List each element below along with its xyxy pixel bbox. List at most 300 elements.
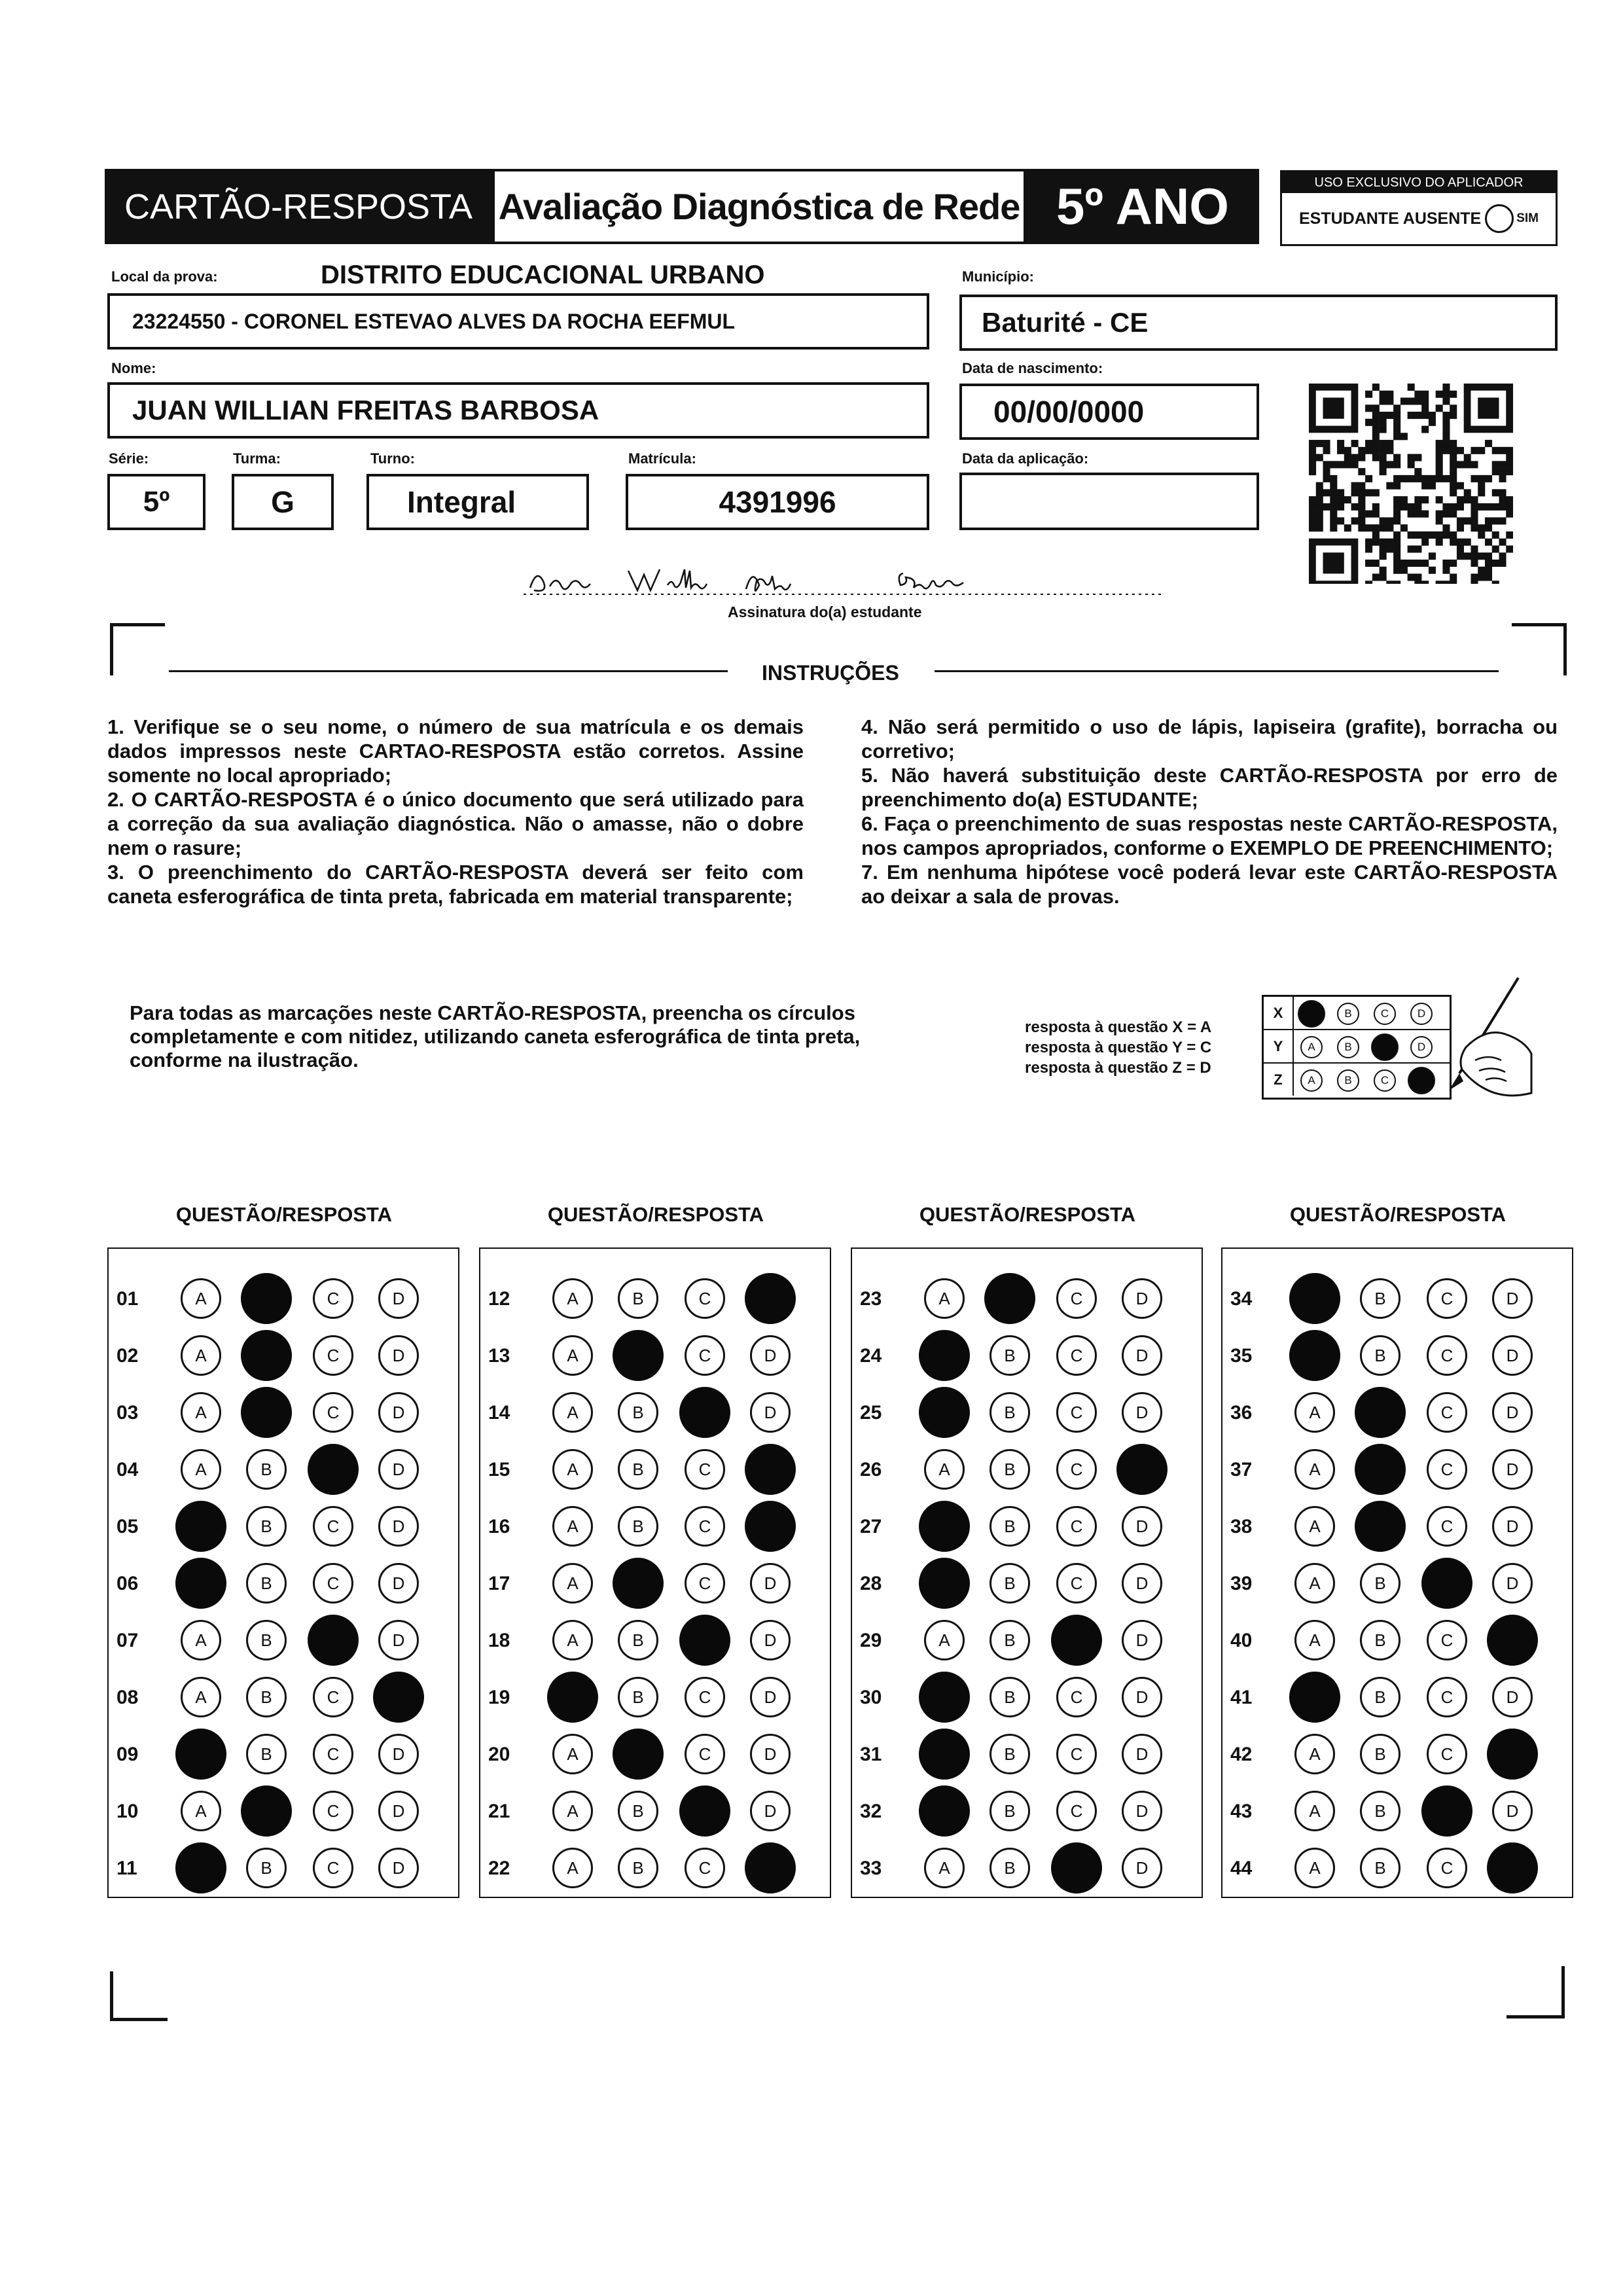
- nascimento-label: Data de nascimento:: [962, 360, 1103, 376]
- answer-bubble-d[interactable]: D: [378, 1563, 419, 1604]
- answer-bubble-a[interactable]: [919, 1729, 970, 1780]
- answer-bubble-d[interactable]: D: [1122, 1791, 1162, 1831]
- answer-bubble-c[interactable]: C: [685, 1506, 725, 1547]
- example-bubble-d: D: [1410, 1036, 1433, 1058]
- turno-value: Integral: [407, 485, 516, 519]
- answer-bubble-b[interactable]: B: [990, 1335, 1030, 1376]
- answer-row: [480, 1272, 830, 1329]
- aplicacao-label: Data da aplicação:: [962, 450, 1089, 467]
- answer-bubble-d[interactable]: [745, 1501, 796, 1552]
- instructions-left: 1. Verifique se o seu nome, o número de sua matrícula e os demais dados impressos neste CARTAO-RESPOSTA estão corretos. Assine somente no local apropriado; 2. O CARTÃO-RESPOSTA é o único documento que será utilizado para a correção da sua avaliação diagnóstica. Não o amasse, não o dobre nem o rasure; 3. O preenchimento do CARTÃO-RESPOSTA deverá ser feito com caneta esferográfica de tinta preta, fabricada em material transparente;: [107, 715, 804, 908]
- answer-bubble-a[interactable]: A: [1294, 1734, 1335, 1774]
- answer-bubble-a[interactable]: [919, 1387, 970, 1438]
- answer-bubble-a[interactable]: A: [1294, 1791, 1335, 1831]
- answer-bubble-b[interactable]: B: [246, 1620, 287, 1660]
- answers-panel: [1221, 1247, 1573, 1898]
- answer-bubble-c[interactable]: C: [685, 1335, 725, 1376]
- question-number: 27: [860, 1516, 882, 1537]
- answer-bubble-a[interactable]: A: [552, 1449, 593, 1490]
- applicator-box: [1280, 170, 1558, 246]
- answer-bubble-d[interactable]: D: [1122, 1335, 1162, 1376]
- answer-bubble-b[interactable]: B: [1360, 1335, 1400, 1376]
- school-value: 23224550 - CORONEL ESTEVAO ALVES DA ROCHA EEFMUL: [132, 309, 736, 333]
- answer-bubble-c[interactable]: [679, 1785, 730, 1837]
- answer-bubble-b[interactable]: B: [1360, 1848, 1400, 1888]
- example-bubble-b: B: [1337, 1069, 1359, 1092]
- answer-row: [1222, 1557, 1572, 1614]
- answer-bubble-c[interactable]: C: [685, 1278, 725, 1319]
- answer-row: [480, 1386, 830, 1443]
- question-number: 14: [488, 1402, 510, 1424]
- answer-bubble-d[interactable]: D: [1492, 1677, 1533, 1717]
- answer-row: [1222, 1443, 1572, 1500]
- answer-bubble-a[interactable]: A: [181, 1335, 221, 1376]
- answer-bubble-a[interactable]: [919, 1672, 970, 1723]
- answer-bubble-a[interactable]: A: [181, 1677, 221, 1717]
- answer-bubble-a[interactable]: A: [552, 1734, 593, 1774]
- answer-row: [480, 1785, 830, 1842]
- answer-bubble-c[interactable]: C: [313, 1734, 353, 1774]
- answer-bubble-a[interactable]: A: [552, 1791, 593, 1831]
- answer-row: [1222, 1500, 1572, 1557]
- question-number: 21: [488, 1801, 510, 1822]
- example-legend: [1025, 1017, 1211, 1078]
- answer-bubble-a[interactable]: [1289, 1672, 1340, 1723]
- header-subtitle-text: Avaliação Diagnóstica de Rede: [498, 186, 1020, 227]
- example-bubble-d: D: [1410, 1003, 1433, 1025]
- answer-bubble-a[interactable]: [919, 1785, 970, 1837]
- answer-bubble-b[interactable]: B: [618, 1278, 658, 1319]
- answer-bubble-d[interactable]: D: [1492, 1392, 1533, 1433]
- question-number: 29: [860, 1630, 882, 1651]
- question-number: 37: [1230, 1459, 1253, 1480]
- answer-bubble-d[interactable]: D: [1492, 1449, 1533, 1490]
- local-label: Local da prova:: [111, 268, 218, 285]
- answer-bubble-b[interactable]: B: [246, 1506, 287, 1547]
- answer-bubble-a[interactable]: A: [924, 1620, 965, 1660]
- answer-row: [852, 1500, 1202, 1557]
- question-number: 04: [116, 1459, 139, 1480]
- answer-bubble-b[interactable]: B: [618, 1392, 658, 1433]
- answer-bubble-c[interactable]: C: [313, 1677, 353, 1717]
- answer-row: [480, 1329, 830, 1386]
- question-number: 15: [488, 1459, 510, 1480]
- header-title-text: CARTÃO-RESPOSTA: [124, 187, 473, 226]
- answer-bubble-d[interactable]: D: [1492, 1563, 1533, 1604]
- answer-bubble-b[interactable]: B: [618, 1677, 658, 1717]
- answer-bubble-a[interactable]: [1289, 1330, 1340, 1381]
- answer-row: [1222, 1671, 1572, 1728]
- answer-bubble-b[interactable]: B: [1360, 1677, 1400, 1717]
- answer-bubble-c[interactable]: C: [1056, 1677, 1097, 1717]
- municipio-value: Baturité - CE: [982, 307, 1149, 338]
- answer-bubble-c[interactable]: C: [1056, 1278, 1097, 1319]
- answer-bubble-a[interactable]: A: [181, 1791, 221, 1831]
- answer-bubble-c[interactable]: C: [1427, 1620, 1467, 1660]
- example-bubble-a: [1298, 1000, 1325, 1028]
- answer-bubble-c[interactable]: C: [313, 1335, 353, 1376]
- answer-bubble-d[interactable]: D: [378, 1335, 419, 1376]
- answer-bubble-c[interactable]: C: [313, 1848, 353, 1888]
- question-number: 26: [860, 1459, 882, 1480]
- answer-bubble-b[interactable]: [1355, 1501, 1406, 1552]
- answer-bubble-a[interactable]: [1289, 1273, 1340, 1324]
- answer-row: [109, 1671, 458, 1728]
- answer-row: [852, 1443, 1202, 1500]
- answer-bubble-d[interactable]: D: [378, 1734, 419, 1774]
- answer-bubble-b[interactable]: [984, 1273, 1035, 1324]
- answer-bubble-c[interactable]: C: [1427, 1335, 1467, 1376]
- answer-bubble-a[interactable]: A: [552, 1563, 593, 1604]
- answer-bubble-c[interactable]: C: [685, 1449, 725, 1490]
- answer-row: [1222, 1842, 1572, 1899]
- answer-bubble-b[interactable]: [241, 1330, 292, 1381]
- answer-bubble-a[interactable]: [919, 1558, 970, 1609]
- answer-bubble-d[interactable]: D: [750, 1734, 791, 1774]
- answer-bubble-c[interactable]: [308, 1444, 359, 1495]
- answer-bubble-a[interactable]: [547, 1672, 598, 1723]
- turno-label: Turno:: [370, 450, 416, 467]
- answer-bubble-b[interactable]: B: [246, 1734, 287, 1774]
- question-number: 35: [1230, 1345, 1253, 1367]
- answer-bubble-d[interactable]: D: [1492, 1506, 1533, 1547]
- answer-bubble-a[interactable]: A: [1294, 1620, 1335, 1660]
- example-bubble-a: A: [1300, 1036, 1323, 1058]
- question-number: 44: [1230, 1857, 1253, 1879]
- answers-header: QUESTÃO/RESPOSTA: [1289, 1203, 1507, 1226]
- answer-bubble-d[interactable]: D: [1122, 1506, 1162, 1547]
- answer-bubble-c[interactable]: [1051, 1842, 1102, 1893]
- answer-bubble-a[interactable]: A: [552, 1335, 593, 1376]
- crop-mark-top-left-v: [110, 623, 113, 675]
- question-number: 39: [1230, 1573, 1253, 1594]
- answer-bubble-a[interactable]: [175, 1558, 226, 1609]
- answer-bubble-c[interactable]: C: [1427, 1392, 1467, 1433]
- answer-bubble-d[interactable]: D: [750, 1563, 791, 1604]
- answer-row: [109, 1557, 458, 1614]
- answer-bubble-d[interactable]: D: [750, 1791, 791, 1831]
- answer-bubble-b[interactable]: B: [990, 1791, 1030, 1831]
- example-bubble-b: B: [1337, 1003, 1359, 1025]
- header-title: [105, 169, 492, 244]
- answer-bubble-b[interactable]: B: [990, 1449, 1030, 1490]
- answer-bubble-c[interactable]: C: [1427, 1734, 1467, 1774]
- answer-bubble-d[interactable]: D: [378, 1278, 419, 1319]
- answer-bubble-b[interactable]: [1355, 1444, 1406, 1495]
- example-bubble-c: C: [1374, 1069, 1396, 1092]
- answer-bubble-d[interactable]: [1487, 1842, 1538, 1893]
- answer-bubble-c[interactable]: C: [1056, 1449, 1097, 1490]
- answer-bubble-d[interactable]: D: [1492, 1278, 1533, 1319]
- answer-bubble-d[interactable]: D: [1122, 1278, 1162, 1319]
- answers-panel: [479, 1247, 831, 1898]
- absent-checkbox[interactable]: [1485, 204, 1514, 233]
- answer-bubble-c[interactable]: C: [685, 1734, 725, 1774]
- answer-bubble-d[interactable]: D: [378, 1392, 419, 1433]
- answer-bubble-c[interactable]: C: [1056, 1506, 1097, 1547]
- answer-bubble-a[interactable]: A: [552, 1620, 593, 1660]
- answer-bubble-d[interactable]: D: [1122, 1734, 1162, 1774]
- answer-bubble-d[interactable]: D: [1492, 1791, 1533, 1831]
- answer-row: [109, 1386, 458, 1443]
- answer-bubble-b[interactable]: B: [990, 1506, 1030, 1547]
- example-line-y: resposta à questão Y = C: [1025, 1039, 1212, 1056]
- answer-row: [852, 1386, 1202, 1443]
- example-bubble-c: [1371, 1033, 1399, 1061]
- turma-field: [232, 474, 334, 530]
- question-number: 31: [860, 1744, 882, 1765]
- answer-bubble-d[interactable]: D: [1122, 1848, 1162, 1888]
- question-number: 16: [488, 1516, 510, 1537]
- header-subtitle: [492, 169, 1026, 244]
- answer-bubble-c[interactable]: C: [1056, 1563, 1097, 1604]
- answer-bubble-b[interactable]: B: [990, 1392, 1030, 1433]
- answer-row: [852, 1785, 1202, 1842]
- answer-row: [1222, 1728, 1572, 1785]
- answer-bubble-c[interactable]: C: [313, 1791, 353, 1831]
- answer-bubble-a[interactable]: A: [552, 1392, 593, 1433]
- answer-bubble-d[interactable]: D: [750, 1620, 791, 1660]
- serie-field: [107, 474, 205, 530]
- answer-bubble-c[interactable]: C: [313, 1506, 353, 1547]
- answer-bubble-c[interactable]: C: [1056, 1335, 1097, 1376]
- matricula-value: 4391996: [719, 485, 836, 519]
- answer-bubble-c[interactable]: C: [685, 1848, 725, 1888]
- answer-bubble-b[interactable]: [613, 1330, 664, 1381]
- example-bubble-b: B: [1337, 1036, 1359, 1058]
- question-number: 40: [1230, 1630, 1253, 1651]
- local-district: DISTRITO EDUCACIONAL URBANO: [321, 260, 765, 289]
- answer-bubble-b[interactable]: B: [1360, 1620, 1400, 1660]
- answer-bubble-c[interactable]: [1051, 1615, 1102, 1666]
- answer-bubble-a[interactable]: A: [181, 1278, 221, 1319]
- answer-bubble-a[interactable]: [919, 1330, 970, 1381]
- answer-row: [480, 1443, 830, 1500]
- answer-bubble-d[interactable]: D: [378, 1620, 419, 1660]
- answer-bubble-a[interactable]: A: [552, 1278, 593, 1319]
- answers-panel: [851, 1247, 1203, 1898]
- answer-bubble-b[interactable]: B: [246, 1848, 287, 1888]
- nome-label: Nome:: [111, 360, 156, 376]
- answer-bubble-d[interactable]: D: [378, 1848, 419, 1888]
- question-number: 22: [488, 1857, 510, 1879]
- answer-bubble-c[interactable]: [679, 1615, 730, 1666]
- answer-row: [109, 1500, 458, 1557]
- answer-bubble-d[interactable]: D: [750, 1392, 791, 1433]
- answer-bubble-c[interactable]: C: [1427, 1449, 1467, 1490]
- answer-bubble-b[interactable]: B: [990, 1563, 1030, 1604]
- answer-bubble-d[interactable]: D: [1122, 1677, 1162, 1717]
- answer-bubble-b[interactable]: B: [990, 1734, 1030, 1774]
- answer-bubble-a[interactable]: A: [1294, 1392, 1335, 1433]
- question-number: 09: [116, 1744, 139, 1765]
- answer-bubble-b[interactable]: B: [1360, 1734, 1400, 1774]
- answer-bubble-b[interactable]: [613, 1729, 664, 1780]
- absent-option: SIM: [1516, 211, 1539, 225]
- question-number: 06: [116, 1573, 139, 1594]
- crop-mark-top-left: [110, 623, 165, 626]
- answer-bubble-b[interactable]: B: [618, 1620, 658, 1660]
- grade-text: 5º ANO: [1056, 177, 1229, 235]
- question-number: 24: [860, 1345, 882, 1367]
- answer-row: [480, 1614, 830, 1671]
- answer-bubble-a[interactable]: [175, 1842, 226, 1893]
- question-number: 20: [488, 1744, 510, 1765]
- answer-bubble-b[interactable]: B: [618, 1506, 658, 1547]
- turma-label: Turma:: [233, 450, 281, 467]
- answer-bubble-b[interactable]: [613, 1558, 664, 1609]
- answer-row: [109, 1272, 458, 1329]
- answer-bubble-a[interactable]: [175, 1501, 226, 1552]
- answer-bubble-c[interactable]: C: [313, 1392, 353, 1433]
- question-number: 02: [116, 1345, 139, 1367]
- answer-bubble-d[interactable]: D: [378, 1791, 419, 1831]
- answer-bubble-d[interactable]: D: [1122, 1563, 1162, 1604]
- answer-row: [852, 1614, 1202, 1671]
- question-number: 42: [1230, 1744, 1253, 1765]
- answer-bubble-c[interactable]: C: [1056, 1392, 1097, 1433]
- answer-bubble-b[interactable]: B: [990, 1848, 1030, 1888]
- answer-bubble-a[interactable]: A: [924, 1449, 965, 1490]
- answer-bubble-c[interactable]: C: [1427, 1848, 1467, 1888]
- answer-bubble-b[interactable]: B: [990, 1677, 1030, 1717]
- question-number: 17: [488, 1573, 510, 1594]
- municipio-label: Município:: [962, 268, 1034, 285]
- answer-row: [480, 1557, 830, 1614]
- pen-hand-illustration: [1420, 975, 1538, 1106]
- answer-bubble-c[interactable]: [308, 1615, 359, 1666]
- answer-bubble-d[interactable]: D: [1122, 1392, 1162, 1433]
- answer-bubble-b[interactable]: [241, 1785, 292, 1837]
- question-number: 07: [116, 1630, 139, 1651]
- nome-field: [107, 382, 929, 439]
- answer-bubble-d[interactable]: D: [1492, 1335, 1533, 1376]
- answer-bubble-a[interactable]: A: [552, 1506, 593, 1547]
- question-number: 25: [860, 1402, 882, 1424]
- absent-label: ESTUDANTE AUSENTE: [1298, 209, 1482, 228]
- answer-bubble-c[interactable]: C: [1427, 1278, 1467, 1319]
- instructions-rule-left: [169, 670, 728, 672]
- answer-bubble-a[interactable]: A: [181, 1620, 221, 1660]
- nascimento-value: 00/00/0000: [993, 395, 1145, 429]
- answer-bubble-d[interactable]: D: [378, 1449, 419, 1490]
- answer-bubble-b[interactable]: [241, 1387, 292, 1438]
- answer-bubble-d[interactable]: [1487, 1729, 1538, 1780]
- answer-bubble-b[interactable]: B: [1360, 1563, 1400, 1604]
- answer-row: [1222, 1785, 1572, 1842]
- municipio-field: [959, 295, 1558, 351]
- question-number: 01: [116, 1288, 139, 1310]
- answer-bubble-b[interactable]: B: [246, 1449, 287, 1490]
- answer-bubble-b[interactable]: B: [618, 1848, 658, 1888]
- question-number: 38: [1230, 1516, 1253, 1537]
- answer-bubble-a[interactable]: A: [924, 1278, 965, 1319]
- answer-bubble-a[interactable]: A: [181, 1392, 221, 1433]
- answer-bubble-d[interactable]: [373, 1672, 424, 1723]
- answer-bubble-a[interactable]: A: [924, 1848, 965, 1888]
- answer-row: [852, 1728, 1202, 1785]
- answer-bubble-c[interactable]: C: [1056, 1791, 1097, 1831]
- answers-header: QUESTÃO/RESPOSTA: [547, 1203, 764, 1226]
- answer-bubble-b[interactable]: B: [990, 1620, 1030, 1660]
- answer-bubble-d[interactable]: D: [750, 1677, 791, 1717]
- answer-bubble-b[interactable]: B: [246, 1677, 287, 1717]
- turno-field: [366, 474, 589, 530]
- answer-bubble-c[interactable]: [1421, 1785, 1472, 1837]
- answer-bubble-b[interactable]: [241, 1273, 292, 1324]
- school-field: [107, 293, 929, 350]
- example-question-label: Z: [1264, 1064, 1294, 1096]
- instructions-rule-right: [935, 670, 1499, 672]
- answer-bubble-c[interactable]: [679, 1387, 730, 1438]
- answer-bubble-a[interactable]: [175, 1729, 226, 1780]
- question-number: 33: [860, 1857, 882, 1879]
- answer-bubble-d[interactable]: [745, 1444, 796, 1495]
- answer-bubble-a[interactable]: A: [1294, 1506, 1335, 1547]
- answer-bubble-a[interactable]: A: [552, 1848, 593, 1888]
- question-number: 32: [860, 1801, 882, 1822]
- answer-row: [109, 1785, 458, 1842]
- question-number: 19: [488, 1687, 510, 1708]
- answer-bubble-b[interactable]: B: [1360, 1278, 1400, 1319]
- answer-bubble-c[interactable]: C: [1427, 1506, 1467, 1547]
- answer-bubble-c[interactable]: C: [685, 1677, 725, 1717]
- instructions-title: INSTRUÇÕES: [762, 661, 899, 685]
- answer-bubble-c[interactable]: C: [313, 1278, 353, 1319]
- answer-bubble-b[interactable]: B: [1360, 1791, 1400, 1831]
- answer-bubble-c[interactable]: C: [1056, 1734, 1097, 1774]
- answer-bubble-d[interactable]: [1116, 1444, 1168, 1495]
- signature-handwriting: [524, 562, 1165, 601]
- answer-bubble-b[interactable]: B: [618, 1791, 658, 1831]
- answer-bubble-b[interactable]: B: [246, 1563, 287, 1604]
- example-bubble-c: C: [1374, 1003, 1396, 1025]
- answer-bubble-a[interactable]: A: [1294, 1848, 1335, 1888]
- matricula-field: [626, 474, 929, 530]
- signature-label: Assinatura do(a) estudante: [728, 603, 922, 620]
- answer-bubble-b[interactable]: [1355, 1387, 1406, 1438]
- question-number: 23: [860, 1288, 882, 1310]
- answer-row: [109, 1443, 458, 1500]
- question-number: 43: [1230, 1801, 1253, 1822]
- answer-row: [480, 1842, 830, 1899]
- answer-bubble-d[interactable]: D: [750, 1335, 791, 1376]
- answer-bubble-d[interactable]: D: [378, 1506, 419, 1547]
- answer-bubble-c[interactable]: C: [1427, 1677, 1467, 1717]
- fill-note: Para todas as marcações neste CARTÃO-RESPOSTA, preencha os círculos completamente e com nitidez, utilizando caneta esferográfica de tinta preta, conforme na ilustração.: [130, 1001, 861, 1071]
- answer-bubble-c[interactable]: C: [313, 1563, 353, 1604]
- answer-bubble-a[interactable]: A: [181, 1449, 221, 1490]
- answer-bubble-a[interactable]: [919, 1501, 970, 1552]
- nome-value: JUAN WILLIAN FREITAS BARBOSA: [132, 395, 599, 425]
- answer-row: [1222, 1614, 1572, 1671]
- answer-bubble-b[interactable]: B: [618, 1449, 658, 1490]
- crop-mark-bottom-left: [110, 2018, 168, 2021]
- answer-bubble-c[interactable]: [1421, 1558, 1472, 1609]
- crop-mark-bottom-left-v: [110, 1971, 113, 2021]
- answer-row: [480, 1671, 830, 1728]
- answer-bubble-d[interactable]: [1487, 1615, 1538, 1666]
- answer-bubble-d[interactable]: D: [1122, 1620, 1162, 1660]
- answer-row: [480, 1728, 830, 1785]
- answer-bubble-c[interactable]: C: [685, 1563, 725, 1604]
- answer-bubble-d[interactable]: [745, 1273, 796, 1324]
- answer-bubble-a[interactable]: A: [1294, 1449, 1335, 1490]
- answer-bubble-a[interactable]: A: [1294, 1563, 1335, 1604]
- answer-bubble-d[interactable]: [745, 1842, 796, 1893]
- example-bubble-a: A: [1300, 1069, 1323, 1092]
- question-number: 41: [1230, 1687, 1253, 1708]
